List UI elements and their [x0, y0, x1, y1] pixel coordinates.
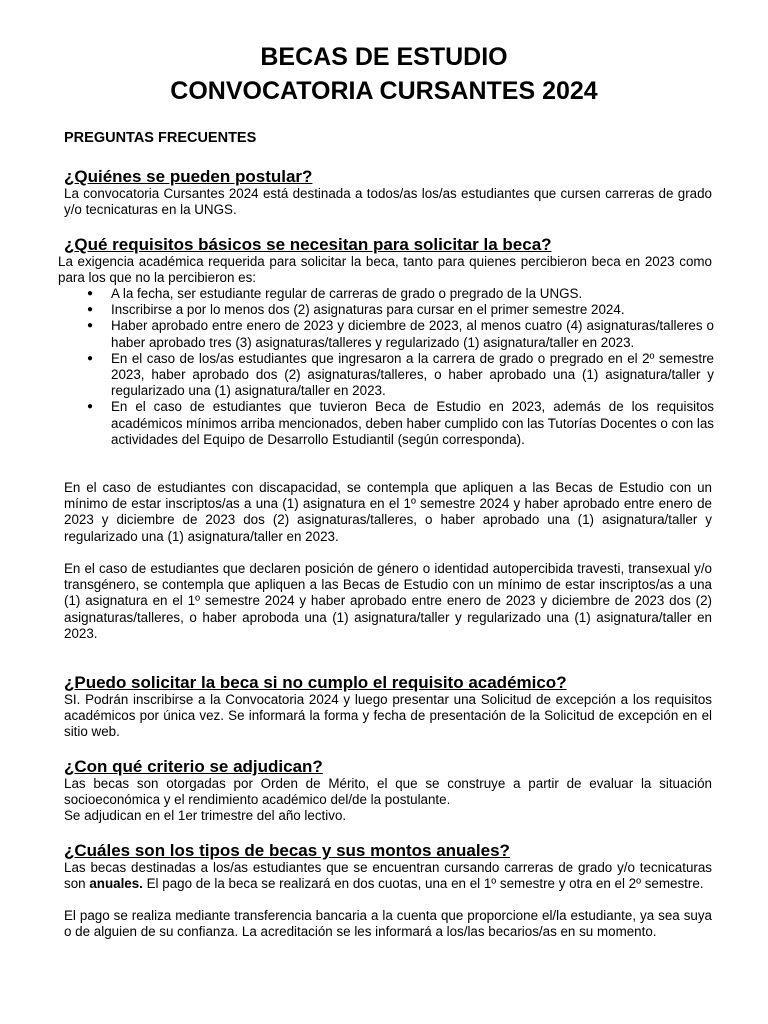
document-title-line2: CONVOCATORIA CURSANTES 2024 — [170, 77, 598, 105]
answer-exception: SI. Podrán inscribirse a la Convocatoria 2024 y luego presentar una Solicitud de excepción a los requisitos académicos por única vez. Se informará la forma y fecha de presentación de la Solicitud de excepción en el sitio web. — [64, 692, 712, 740]
requirements-intro: La exigencia académica requerida para solicitar la beca, tanto para quienes percibieron beca en 2023 como para los que no la percibieron es: — [58, 254, 712, 286]
answer-payment-paragraph: El pago se realiza mediante transferencia bancaria a la cuenta que proporcione el/la estudiante, ya sea suya o de alguien de su confianza. La acreditación se les informará a los/las becarios/as en su momento. — [64, 908, 712, 940]
question-types-and-amounts: ¿Cuáles son los tipos de becas y sus montos anuales? — [64, 841, 510, 860]
answer-types-text-end: El pago de la beca se realizará en dos cuotas, una en el 1º semestre y otra en el 2º semestre. — [142, 876, 704, 892]
list-item: ● Haber aprobado entre enero de 2023 y diciembre de 2023, al menos cuatro (4) asignaturas/talleres o haber aprobado tres (3) asignaturas/talleres y regularizado (1) asignatura/taller en 2023. — [82, 318, 714, 350]
answer-award-criteria: Las becas son otorgadas por Orden de Mérito, el que se construye a partir de evaluar la situación socioeconómica y el rendimiento académico del/de la postulante. — [64, 776, 712, 808]
document-title-line1: BECAS DE ESTUDIO — [260, 43, 508, 71]
question-basic-requirements: ¿Qué requisitos básicos se necesitan para solicitar la beca? — [64, 235, 552, 254]
answer-types-bold: anuales. — [89, 876, 143, 892]
answer-award-timing: Se adjudican en el 1er trimestre del año lectivo. — [64, 808, 347, 823]
question-award-criteria: ¿Con qué criterio se adjudican? — [64, 757, 323, 776]
gender-identity-paragraph: En el caso de estudiantes que declaren posición de género o identidad autopercibida travesti, transexual y/o transgénero, se contempla que apliquen a las Becas de Estudio con un mínimo de estar inscriptos/as a una (1) asignatura en el 1º semestre 2024 y haber aprobado entre enero de 2023 y diciembre de 2023 dos (2) asignaturas/talleres, o haber aproboda una (1) asignatura/taller y regularizado una (1) asignatura/taller en 2023. — [64, 561, 712, 641]
answer-types-text-start: Las becas destinadas a los/as estudiantes que se encuentran cursando carreras de grado y/o tecnicaturas son — [64, 860, 712, 892]
list-item: ● Inscribirse a por lo menos dos (2) asignaturas para cursar en el primer semestre 2024. — [82, 302, 714, 318]
answer-who-can-apply: La convocatoria Cursantes 2024 está destinada a todos/as los/as estudiantes que cursen carreras de grado y/o tecnicaturas en la UNGS. — [64, 186, 712, 218]
question-who-can-apply: ¿Quiénes se pueden postular? — [64, 167, 313, 186]
disability-paragraph: En el caso de estudiantes con discapacidad, se contempla que apliquen a las Becas de Estudio con un mínimo de estar inscriptos/as a una (1) asignatura en el 1º semestre 2024 y haber aprobado entre enero de 2023 y diciembre de 2023 dos (2) asignaturas/talleres, o haber aprobado una (1) asignatura/taller y regularizado una (1) asignatura/taller en 2023. — [64, 480, 712, 544]
list-item: ● En el caso de los/as estudiantes que ingresaron a la carrera de grado o pregrado en el 2º semestre 2023, haber aprobado dos (2) asignaturas/talleres, o haber aprobado una (1) asignatura/taller y regularizado una (1) asignatura/taller en 2023. — [82, 351, 714, 400]
question-exception: ¿Puedo solicitar la beca si no cumplo el requisito académico? — [64, 673, 567, 692]
faq-subtitle: PREGUNTAS FRECUENTES — [64, 130, 257, 146]
requirements-list — [82, 286, 714, 448]
list-item: ● A la fecha, ser estudiante regular de carreras de grado o pregrado de la UNGS. — [82, 286, 714, 302]
list-item: ● En el caso de estudiantes que tuvieron Beca de Estudio en 2023, además de los requisitos académicos mínimos arriba mencionados, deben haber cumplido con las Tutorías Docentes o con las actividades del Equipo de Desarrollo Estudiantil (según corresponda). — [82, 399, 714, 448]
answer-types-paragraph — [64, 860, 712, 892]
